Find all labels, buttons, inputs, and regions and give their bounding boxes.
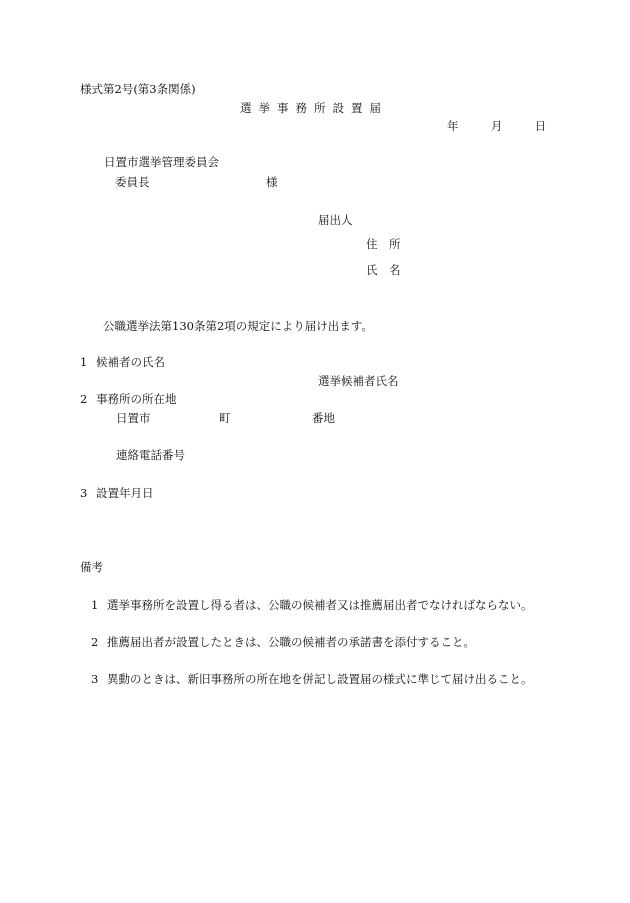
document-title: 選挙事務所設置届 (240, 101, 388, 115)
notifier-address-label: 住 所 (366, 237, 401, 251)
notifier-name-label: 氏 名 (366, 263, 401, 277)
item2-city: 日置市 (116, 411, 151, 425)
item2-lot: 番地 (312, 411, 335, 425)
date-month-label: 月 (490, 119, 503, 133)
item1-number: 1 (80, 355, 88, 369)
notes-heading: 備考 (80, 560, 103, 574)
statement-text: 公職選挙法第130条第2項の規定により届け出ます。 (103, 319, 373, 333)
addressee-chair: 委員長 (115, 175, 150, 189)
note-text: 選挙事務所を設置し得る者は、公職の候補者又は推薦届出者でなければならない。 (107, 598, 533, 612)
note-number: 3 (91, 672, 99, 686)
date-year-label: 年 (447, 119, 459, 133)
item3-number: 3 (80, 486, 88, 500)
notifier-label: 届出人 (318, 213, 353, 227)
item1-label: 候補者の氏名 (96, 355, 165, 369)
item2-number: 2 (80, 392, 88, 406)
addressee-honorific: 様 (266, 175, 278, 189)
note-number: 1 (91, 598, 99, 612)
note-number: 2 (91, 635, 99, 649)
note-text: 異動のときは、新旧事務所の所在地を併記し設置届の様式に準じて届け出ること。 (107, 672, 533, 686)
form-number: 様式第2号(第3条関係) (80, 82, 196, 96)
item2-phone-label: 連絡電話番号 (116, 448, 185, 462)
item2-town: 町 (219, 411, 231, 425)
item2-label: 事務所の所在地 (96, 392, 177, 406)
note-text: 推薦届出者が設置したときは、公職の候補者の承諾書を添付すること。 (107, 635, 475, 649)
item1-sub-label: 選挙候補者氏名 (318, 374, 399, 388)
date-day-label: 日 (534, 119, 547, 133)
date-line (447, 119, 546, 133)
item3-label: 設置年月日 (96, 486, 154, 500)
addressee-committee: 日置市選挙管理委員会 (104, 155, 219, 169)
